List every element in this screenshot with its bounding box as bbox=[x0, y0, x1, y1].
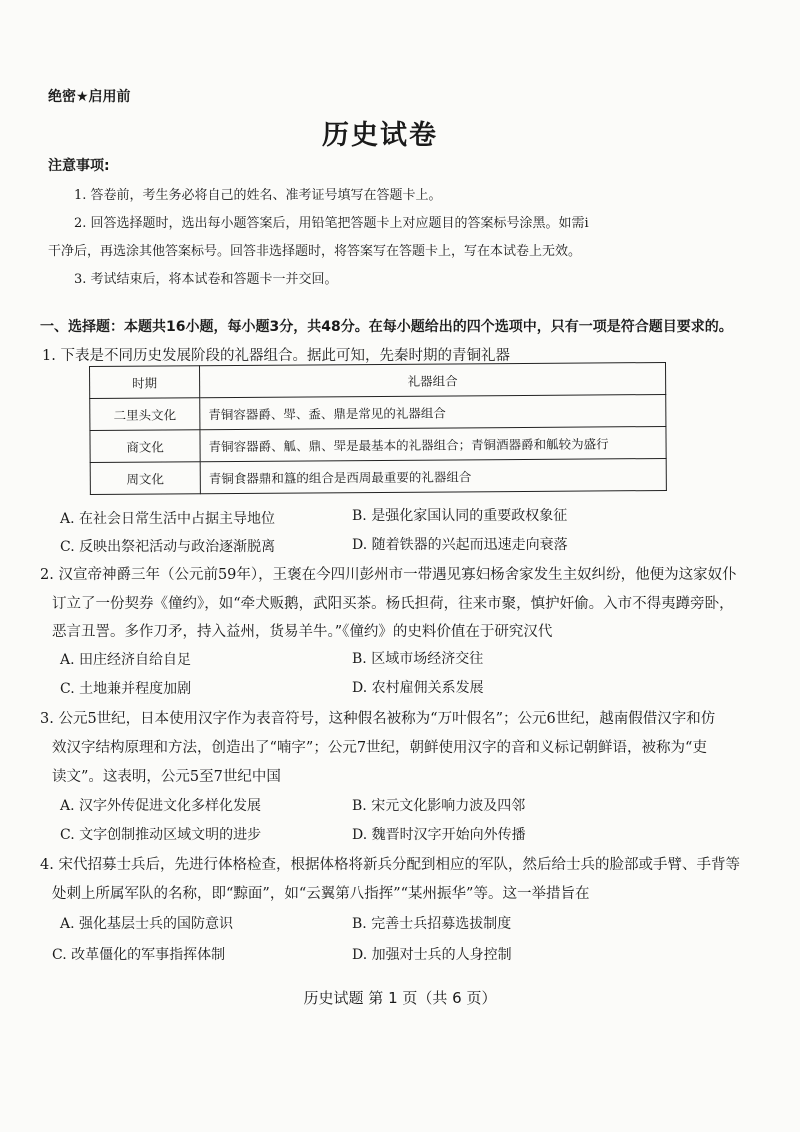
option-a[interactable]: A. 在社会日常生活中占据主导地位 bbox=[60, 511, 276, 527]
notice-line: 2. 回答选择题时，选出每小题答案后，用铅笔把答题卡上对应题目的答案标号涂黑。如需i bbox=[74, 216, 589, 231]
page-footer: 历史试题 第 1 页（共 6 页） bbox=[303, 989, 497, 1007]
question-4-stem: 4. 宋代招募士兵后，先进行体格检查，根据体格将新兵分配到相应的军队，然后给士兵的脸部或手臂、手背等 bbox=[40, 857, 740, 873]
confidential-label: 绝密★启用前 bbox=[48, 89, 131, 105]
table-cell: 周文化 bbox=[90, 462, 200, 495]
option-b[interactable]: B. 完善士兵招募选拔制度 bbox=[352, 916, 512, 932]
notice-line: 3. 考试结束后，将本试卷和答题卡一并交回。 bbox=[74, 272, 338, 287]
option-b[interactable]: B. 是强化家国认同的重要政权象征 bbox=[352, 508, 568, 524]
table-cell: 青铜容器爵、斝、盉、鼎是常见的礼器组合 bbox=[200, 394, 666, 429]
question-4-stem: 处刺上所属军队的名称，即“黥面”，如“云翼第八指挥”“某州振华”等。这一举措旨在 bbox=[52, 886, 590, 902]
option-b[interactable]: B. 宋元文化影响力波及四邻 bbox=[352, 798, 526, 814]
table-cell: 青铜容器爵、觚、鼎、斝是最基本的礼器组合；青铜酒器爵和觚较为盛行 bbox=[200, 426, 666, 461]
option-d[interactable]: D. 随着铁器的兴起而迅速走向衰落 bbox=[352, 537, 568, 553]
table-row bbox=[90, 458, 666, 494]
option-b[interactable]: B. 区域市场经济交往 bbox=[352, 651, 484, 667]
question-3-stem: 3. 公元5世纪，日本使用汉字作为表音符号，这种假名被称为“万叶假名”；公元6世纪，越南假借汉字和仿 bbox=[40, 711, 716, 727]
option-d[interactable]: D. 魏晋时汉字开始向外传播 bbox=[352, 827, 526, 843]
table-header-cell: 礼器组合 bbox=[200, 362, 666, 397]
notice-line: 1. 答卷前，考生务必将自己的姓名、准考证号填写在答题卡上。 bbox=[74, 188, 442, 203]
section-heading: 一、选择题：本题共16小题，每小题3分，共48分。在每小题给出的四个选项中，只有一项是符合题目要求的。 bbox=[40, 319, 733, 335]
table-cell: 青铜食器鼎和簋的组合是西周最重要的礼器组合 bbox=[200, 458, 666, 493]
option-c[interactable]: C. 改革僵化的军事指挥体制 bbox=[52, 947, 226, 963]
table-header-cell: 时期 bbox=[90, 366, 200, 399]
option-a[interactable]: A. 田庄经济自给自足 bbox=[60, 652, 192, 668]
table-row bbox=[90, 426, 666, 462]
table-cell: 商文化 bbox=[90, 430, 200, 463]
table-cell: 二里头文化 bbox=[90, 398, 200, 431]
option-a[interactable]: A. 汉字外传促进文化多样化发展 bbox=[60, 798, 262, 814]
option-a[interactable]: A. 强化基层士兵的国防意识 bbox=[60, 916, 234, 932]
question-2-stem: 2. 汉宣帝神爵三年（公元前59年），王褒在今四川彭州市一带遇见寡妇杨舍家发生主奴纠纷，他便为这家奴仆 bbox=[40, 567, 737, 583]
option-c[interactable]: C. 土地兼并程度加剧 bbox=[60, 681, 192, 697]
table-row bbox=[90, 394, 666, 430]
option-d[interactable]: D. 农村雇佣关系发展 bbox=[352, 680, 484, 696]
question-1-stem: 1. 下表是不同历史发展阶段的礼器组合。据此可知，先秦时期的青铜礼器 bbox=[42, 348, 510, 364]
option-c[interactable]: C. 反映出祭祀活动与政治逐渐脱离 bbox=[60, 539, 276, 555]
page-title: 历史试卷 bbox=[322, 120, 438, 151]
ritual-table bbox=[89, 362, 667, 495]
notice-heading: 注意事项: bbox=[48, 158, 110, 174]
option-d[interactable]: D. 加强对士兵的人身控制 bbox=[352, 947, 512, 963]
question-3-stem: 读文”。这表明，公元5至7世纪中国 bbox=[52, 769, 281, 785]
question-3-stem: 效汉字结构原理和方法，创造出了“喃字”；公元7世纪，朝鲜使用汉字的音和义标记朝鲜语，被称为“吏 bbox=[52, 740, 707, 756]
question-2-stem: 订立了一份契券《僮约》，如“牵犬贩鹅，武阳买茶。杨氏担荷，往来市聚，慎护奸偷。入市不得夷蹲旁卧， bbox=[52, 596, 734, 612]
table-header-row bbox=[90, 362, 666, 398]
option-c[interactable]: C. 文字创制推动区域文明的进步 bbox=[60, 827, 262, 843]
question-2-stem: 恶言丑詈。多作刀矛，持入益州，货易羊牛。”《僮约》的史料价值在于研究汉代 bbox=[52, 624, 553, 640]
notice-line: 干净后，再选涂其他答案标号。回答非选择题时，将答案写在答题卡上，写在本试卷上无效。 bbox=[48, 244, 582, 259]
